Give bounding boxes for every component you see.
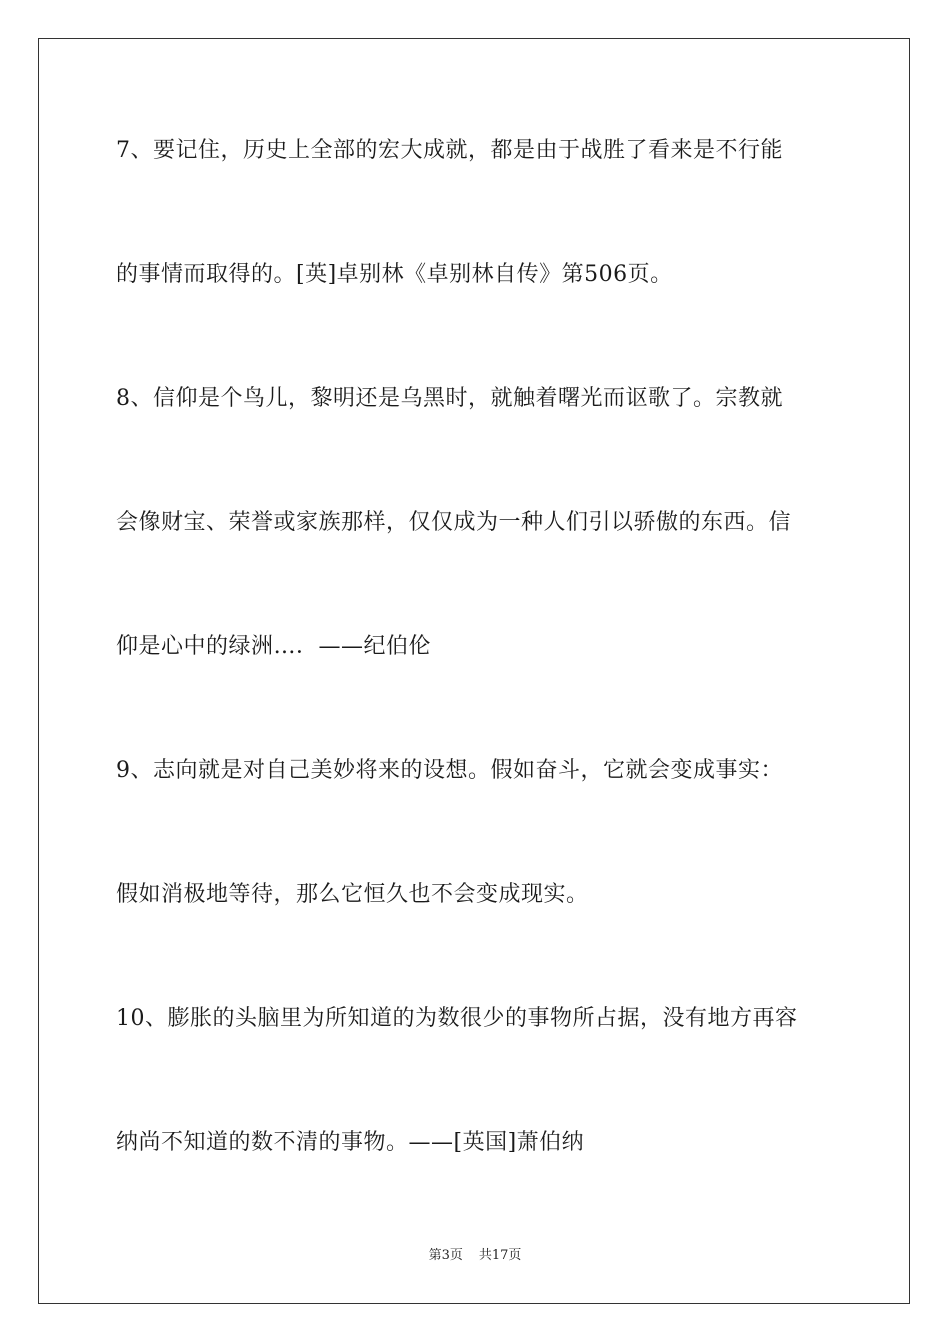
text-line: 会像财宝、荣誉或家族那样，仅仅成为一种人们引以骄傲的东西。信	[116, 510, 792, 535]
text-line: 10、膨胀的头脑里为所知道的为数很少的事物所占据，没有地方再容	[116, 1006, 798, 1031]
text-line: 假如消极地等待，那么它恒久也不会变成现实。	[116, 882, 589, 907]
page-footer	[0, 1247, 950, 1265]
text-line: 纳尚不知道的数不清的事物。——[英国]萧伯纳	[116, 1130, 585, 1155]
text-line: 7、要记住，历史上全部的宏大成就，都是由于战胜了看来是不行能	[116, 138, 783, 163]
text-line: 9、志向就是对自己美妙将来的设想。假如奋斗，它就会变成事实：	[116, 758, 783, 783]
page-total: 共17页	[478, 1248, 522, 1263]
text-line: 的事情而取得的。[英]卓别林《卓别林自传》第506页。	[116, 262, 673, 287]
text-line: 仰是心中的绿洲…．——纪伯伦	[116, 634, 432, 659]
text-line: 8、信仰是个鸟儿，黎明还是乌黑时，就触着曙光而讴歌了。宗教就	[116, 386, 783, 411]
page-number: 第3页	[428, 1248, 463, 1263]
page-border	[38, 38, 910, 1304]
